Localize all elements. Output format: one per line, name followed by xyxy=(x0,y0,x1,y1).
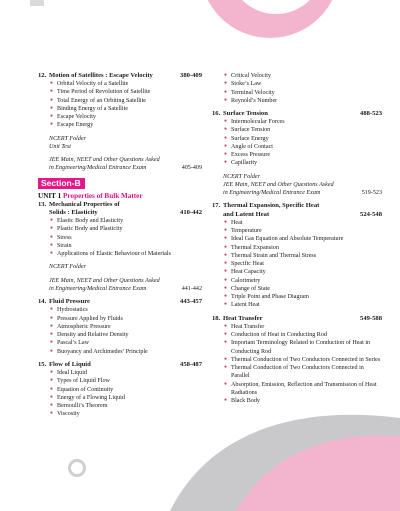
list-item: ● Capillarity xyxy=(224,160,258,167)
list-item: ● Strain xyxy=(50,242,72,249)
bullet-icon: ● xyxy=(224,73,228,78)
bullet-icon: ● xyxy=(50,218,54,224)
list-item: ● Excess Pressure xyxy=(224,152,271,159)
bullet-icon: ● xyxy=(50,89,54,95)
bullet-icon: ● xyxy=(50,332,54,338)
bullet-icon: ● xyxy=(224,269,228,275)
chapter-14-topics xyxy=(49,306,202,356)
list-item: ● Orbital Velocity of a Satellite xyxy=(50,81,129,88)
bullet-icon: ● xyxy=(50,323,54,329)
list-item: ● Density and Relative Density xyxy=(50,332,129,339)
list-item: ● Important Terminology Related to Conduction of Heat in Conducting Rod xyxy=(224,340,371,355)
jee-line-2: in Engineering/Medical Entrance Exam 519-523 xyxy=(223,190,382,197)
chapter-15-topics xyxy=(49,369,202,419)
list-item: ● Thermal Strain and Thermal Stress xyxy=(224,252,317,259)
gray-ring xyxy=(70,461,85,476)
list-item: ● Thermal Conduction of Two Conductors Connected in Parallel xyxy=(224,365,364,380)
jee-line-1: JEE Main, NEET and Other Questions Asked xyxy=(49,277,160,284)
unit-heading: UNIT 1 Properties of Bulk Matter xyxy=(38,191,143,200)
bullet-icon: ● xyxy=(224,365,228,371)
jee-line-2: in Engineering/Medical Entrance Exam 405-409 xyxy=(49,165,202,172)
chapter-12-topics xyxy=(49,80,202,130)
list-item: ● Ideal Gas Equation and Absolute Temperature xyxy=(224,236,344,243)
bullet-icon: ● xyxy=(50,226,54,232)
bullet-icon: ● xyxy=(50,340,54,346)
chapter-14-heading[interactable]: 14. Fluid Pressure 443-457 xyxy=(38,298,202,306)
list-item: ● Stress xyxy=(50,234,72,241)
bullet-icon: ● xyxy=(224,81,228,87)
list-item: ● Applications of Elastic Behaviour of Materials xyxy=(50,251,171,258)
section-banner: Section-B xyxy=(38,178,85,189)
jee-line-1: JEE Main, NEET and Other Questions Asked xyxy=(223,181,334,188)
chapter-16-topics xyxy=(223,118,382,168)
bullet-icon: ● xyxy=(224,89,228,95)
bullet-icon: ● xyxy=(224,160,228,166)
bullet-icon: ● xyxy=(224,332,228,338)
bullet-icon: ● xyxy=(50,411,54,417)
bullet-icon: ● xyxy=(224,228,228,234)
list-item: ● Pressure Applied by Fluids xyxy=(50,315,123,322)
list-item: ● Plastic Body and Plasticity xyxy=(50,226,123,233)
list-item: ● Absorption, Emission, Reflection and Transmission of Heat Radiations xyxy=(224,381,377,396)
list-item: ● Binding Energy of a Satellite xyxy=(50,105,128,112)
chapter-13-heading[interactable]: 13. Mechanical Properties of Solids : Elasticity 410-442 xyxy=(38,200,202,216)
bullet-icon: ● xyxy=(224,244,228,250)
bullet-icon: ● xyxy=(224,236,228,242)
bullet-icon: ● xyxy=(224,277,228,283)
top-white-circle xyxy=(228,0,324,14)
list-item: ● Elastic Body and Elasticity xyxy=(50,218,124,225)
list-item: ● Escape Energy xyxy=(50,122,94,129)
bullet-icon: ● xyxy=(50,394,54,400)
bullet-icon: ● xyxy=(50,307,54,313)
list-item: ● Intermolecular Forces xyxy=(224,119,285,126)
bullet-icon: ● xyxy=(50,386,54,392)
chapter-16-heading[interactable]: 16. Surface Tension 488-523 xyxy=(212,110,382,117)
bullet-icon: ● xyxy=(224,381,228,387)
list-item: ● Equation of Continuity xyxy=(50,386,114,393)
bullet-icon: ● xyxy=(224,398,228,404)
bullet-icon: ● xyxy=(224,285,228,291)
bullet-icon: ● xyxy=(50,122,54,128)
list-item: ● Escape Velocity xyxy=(50,114,96,121)
bullet-icon: ● xyxy=(50,81,54,87)
bottom-gray-arc xyxy=(170,415,400,511)
bullet-icon: ● xyxy=(224,143,228,149)
list-item: ● Energy of a Flowing Liquid xyxy=(50,394,125,401)
bullet-icon: ● xyxy=(224,294,228,300)
chapter-17-heading[interactable]: 17. Thermal Expansion, Specific Heat and Latent Heat 524-548 xyxy=(212,202,382,218)
chapter-13-topics xyxy=(49,217,202,258)
list-item: ● Stoke’s Law xyxy=(224,81,262,88)
list-item: ● Calorimetry xyxy=(224,277,261,284)
list-item: ● Thermal Conduction of Two Conductors Connected in Series xyxy=(224,356,381,363)
bullet-icon: ● xyxy=(224,340,228,346)
bullet-icon: ● xyxy=(224,97,228,103)
jee-line-2: in Engineering/Medical Entrance Exam 441-442 xyxy=(49,285,202,292)
bottom-pink-arc xyxy=(236,436,400,511)
chapter-18-heading[interactable]: 18. Heat Transfer 549-588 xyxy=(212,314,382,322)
unit-test: Unit Test xyxy=(49,143,71,150)
chapter-number: 12. xyxy=(38,72,47,79)
list-item: ● Heat Capacity xyxy=(224,269,266,276)
list-item: ● Types of Liquid Flow xyxy=(50,378,110,385)
chapter-15-heading[interactable]: 15. Flow of Liquid 458-487 xyxy=(38,360,202,368)
chapter-18-topics xyxy=(223,323,382,406)
bullet-icon: ● xyxy=(224,152,228,158)
bullet-icon: ● xyxy=(224,119,228,125)
list-item: ● Surface Tension xyxy=(224,127,271,134)
bullet-icon: ● xyxy=(50,315,54,321)
list-item: ● Hydrostatics xyxy=(50,307,88,314)
bullet-icon: ● xyxy=(50,105,54,111)
list-item: ● Bernoulli’s Theorem xyxy=(50,403,108,410)
ncert-folder: NCERT Folder xyxy=(223,173,260,180)
chapter-title: Motion of Satellites : Escape Velocity xyxy=(49,72,153,79)
bullet-icon: ● xyxy=(224,127,228,133)
left-column xyxy=(38,72,202,419)
chapter-pages: 380-409 xyxy=(180,72,202,79)
bullet-icon: ● xyxy=(224,135,228,141)
bullet-icon: ● xyxy=(224,302,228,308)
bullet-icon: ● xyxy=(50,348,54,354)
jee-line-1: JEE Main, NEET and Other Questions Asked xyxy=(49,157,160,164)
bullet-icon: ● xyxy=(224,252,228,258)
list-item: ● Atmospheric Pressure xyxy=(50,323,111,330)
list-item: ● Black Body xyxy=(224,398,260,405)
list-item: ● Heat Transfer xyxy=(224,323,265,330)
list-item: ● Terminal Velocity xyxy=(224,89,275,96)
chapter-17-topics xyxy=(223,219,382,310)
list-item: ● Conduction of Heat in Conducting Rod xyxy=(224,332,327,339)
list-item: ● Temperature xyxy=(224,228,262,235)
list-item: ● Viscosity xyxy=(50,411,80,418)
bullet-icon: ● xyxy=(50,114,54,120)
list-item: ● Thermal Expansion xyxy=(224,244,279,251)
bullet-icon: ● xyxy=(50,234,54,240)
chapter-15-topics-continued xyxy=(223,72,382,105)
list-item: ● Specific Heat xyxy=(224,261,264,268)
list-item: ● Ideal Liquid xyxy=(50,370,87,377)
bullet-icon: ● xyxy=(224,261,228,267)
bullet-icon: ● xyxy=(50,378,54,384)
chapter-12-heading[interactable] xyxy=(38,72,202,80)
bullet-icon: ● xyxy=(50,97,54,103)
bullet-icon: ● xyxy=(224,323,228,329)
bullet-icon: ● xyxy=(224,356,228,362)
bullet-icon: ● xyxy=(50,403,54,409)
bullet-icon: ● xyxy=(50,370,54,376)
top-pink-circle xyxy=(200,0,340,38)
ncert-folder: NCERT Folder xyxy=(49,135,86,142)
list-item: ● Reynold’s Number xyxy=(224,97,278,104)
list-item: ● Change of State xyxy=(224,285,270,292)
list-item: ● Triple Point and Phase Diagram xyxy=(224,294,309,301)
list-item: ● Time Period of Revolution of Satellite xyxy=(50,89,151,96)
list-item: ● Critical Velocity xyxy=(224,73,271,79)
list-item: ● Heat xyxy=(224,219,243,226)
list-item: ● Total Energy of an Orbiting Satellite xyxy=(50,97,146,104)
bullet-icon: ● xyxy=(224,219,228,225)
list-item: ● Latent Heat xyxy=(224,302,260,309)
right-column xyxy=(212,72,382,405)
bullet-icon: ● xyxy=(50,242,54,248)
list-item: ● Buoyancy and Archimedes’ Principle xyxy=(50,348,148,355)
list-item: ● Surface Energy xyxy=(224,135,269,142)
top-left-gray-tab xyxy=(30,0,44,6)
bullet-icon: ● xyxy=(50,251,54,257)
list-item: ● Pascal’s Law xyxy=(50,340,89,347)
list-item: ● Angle of Contact xyxy=(224,143,273,150)
ncert-folder: NCERT Folder xyxy=(49,264,86,271)
